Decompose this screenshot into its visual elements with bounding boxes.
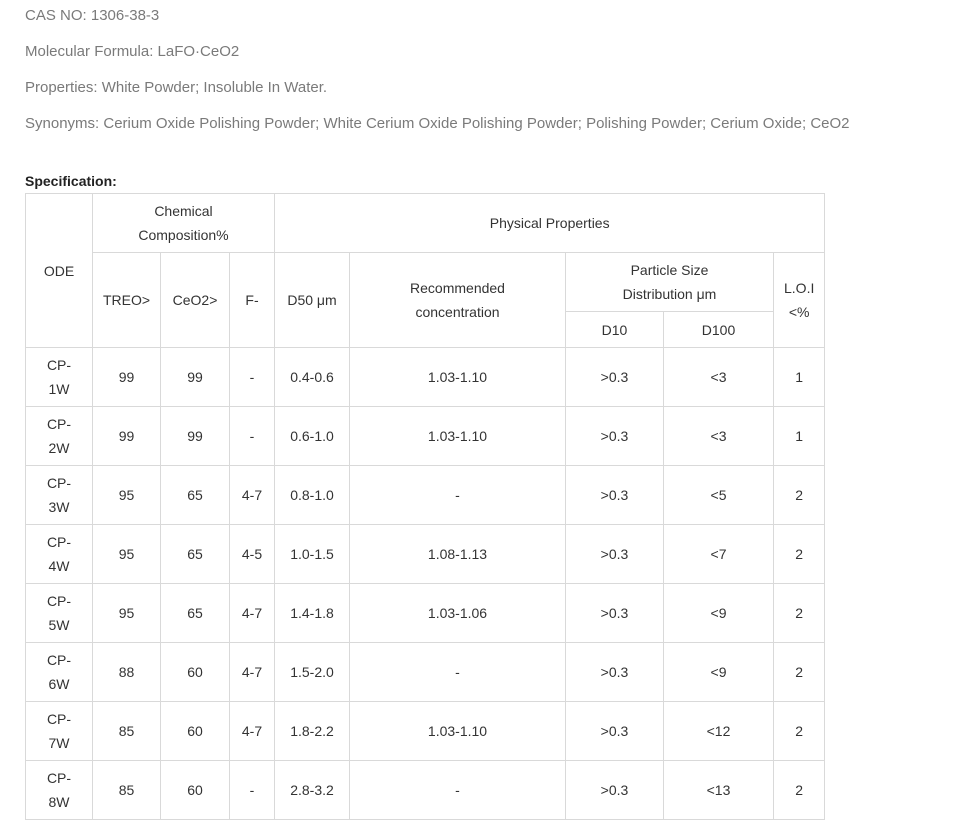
table-row <box>26 348 825 407</box>
cell-d50: 0.6-1.0 <box>275 407 350 466</box>
cell-ceo2: 65 <box>161 466 230 525</box>
cell-ode: CP-7W <box>26 702 93 761</box>
cell-rec: 1.03-1.10 <box>350 348 566 407</box>
header-d100: D100 <box>664 312 774 348</box>
cell-loi: 1 <box>774 407 825 466</box>
cell-d100: <3 <box>664 407 774 466</box>
header-row-2 <box>26 253 825 312</box>
cell-d50: 1.4-1.8 <box>275 584 350 643</box>
cell-f: - <box>230 348 275 407</box>
cell-treo: 88 <box>93 643 161 702</box>
cell-f: - <box>230 407 275 466</box>
cell-d10: >0.3 <box>566 643 664 702</box>
cell-d10: >0.3 <box>566 466 664 525</box>
cell-rec: 1.03-1.10 <box>350 407 566 466</box>
specification-table <box>25 193 825 820</box>
cell-ode: CP-2W <box>26 407 93 466</box>
cell-ode: CP-6W <box>26 643 93 702</box>
cell-d50: 0.4-0.6 <box>275 348 350 407</box>
table-row <box>26 584 825 643</box>
cell-rec: 1.03-1.10 <box>350 702 566 761</box>
cell-loi: 2 <box>774 702 825 761</box>
cell-ceo2: 60 <box>161 643 230 702</box>
synonyms-label: Synonyms: <box>25 115 100 132</box>
cell-d10: >0.3 <box>566 525 664 584</box>
cell-treo: 95 <box>93 584 161 643</box>
cell-d50: 1.8-2.2 <box>275 702 350 761</box>
header-f: F- <box>230 253 275 348</box>
specification-heading: Specification: <box>25 173 117 189</box>
cell-ode: CP-1W <box>26 348 93 407</box>
cell-loi: 2 <box>774 525 825 584</box>
header-physical-properties: Physical Properties <box>275 194 825 253</box>
header-d50: D50 μm <box>275 253 350 348</box>
cell-d100: <9 <box>664 584 774 643</box>
cell-treo: 85 <box>93 761 161 820</box>
cell-rec: - <box>350 761 566 820</box>
cell-d10: >0.3 <box>566 407 664 466</box>
cell-ode: CP-5W <box>26 584 93 643</box>
cell-treo: 95 <box>93 466 161 525</box>
table-row <box>26 466 825 525</box>
header-row-1 <box>26 194 825 253</box>
cell-f: 4-7 <box>230 584 275 643</box>
cell-d100: <5 <box>664 466 774 525</box>
cell-d100: <9 <box>664 643 774 702</box>
properties-label: Properties: <box>25 79 98 96</box>
cell-ceo2: 65 <box>161 525 230 584</box>
cell-d100: <12 <box>664 702 774 761</box>
cell-ode: CP-3W <box>26 466 93 525</box>
cell-d10: >0.3 <box>566 348 664 407</box>
cell-treo: 85 <box>93 702 161 761</box>
cell-ceo2: 99 <box>161 348 230 407</box>
cell-d50: 2.8-3.2 <box>275 761 350 820</box>
header-loi: L.O.I <% <box>774 253 825 348</box>
cell-d10: >0.3 <box>566 761 664 820</box>
cell-treo: 99 <box>93 348 161 407</box>
cell-ceo2: 60 <box>161 702 230 761</box>
cas-number-line <box>25 6 159 26</box>
cell-d100: <13 <box>664 761 774 820</box>
cell-rec: 1.08-1.13 <box>350 525 566 584</box>
formula-value: LaFO·CeO2 <box>157 43 240 60</box>
cell-treo: 99 <box>93 407 161 466</box>
cell-d100: <7 <box>664 525 774 584</box>
cell-ceo2: 60 <box>161 761 230 820</box>
cell-loi: 2 <box>774 466 825 525</box>
formula-label: Molecular Formula: <box>25 43 154 60</box>
cell-d10: >0.3 <box>566 584 664 643</box>
header-chemical-composition: Chemical Composition% <box>93 194 275 253</box>
synonyms-line <box>25 114 850 134</box>
table-row <box>26 525 825 584</box>
cell-treo: 95 <box>93 525 161 584</box>
header-treo: TREO> <box>93 253 161 348</box>
cell-ceo2: 65 <box>161 584 230 643</box>
cell-f: 4-7 <box>230 643 275 702</box>
cell-f: 4-7 <box>230 466 275 525</box>
header-particle-size-distribution: Particle Size Distribution μm <box>566 253 774 312</box>
cell-loi: 2 <box>774 643 825 702</box>
table-row <box>26 702 825 761</box>
properties-line <box>25 78 327 98</box>
header-ode: ODE <box>26 194 93 348</box>
cell-loi: 2 <box>774 761 825 820</box>
properties-value: White Powder; Insoluble In Water. <box>101 79 328 96</box>
cell-d10: >0.3 <box>566 702 664 761</box>
cell-f: 4-5 <box>230 525 275 584</box>
cell-f: 4-7 <box>230 702 275 761</box>
cell-d50: 1.0-1.5 <box>275 525 350 584</box>
cell-d50: 0.8-1.0 <box>275 466 350 525</box>
header-d10: D10 <box>566 312 664 348</box>
cas-label: CAS NO: <box>25 7 87 24</box>
cell-d100: <3 <box>664 348 774 407</box>
cas-value: 1306-38-3 <box>90 7 160 24</box>
table-row <box>26 761 825 820</box>
cell-rec: 1.03-1.06 <box>350 584 566 643</box>
cell-f: - <box>230 761 275 820</box>
molecular-formula-line <box>25 42 239 62</box>
table-row <box>26 643 825 702</box>
cell-loi: 1 <box>774 348 825 407</box>
synonyms-value: Cerium Oxide Polishing Powder; White Cerium Oxide Polishing Powder; Polishing Powder; Cerium Oxide; CeO2 <box>103 115 850 132</box>
cell-ode: CP-8W <box>26 761 93 820</box>
cell-d50: 1.5-2.0 <box>275 643 350 702</box>
cell-ode: CP-4W <box>26 525 93 584</box>
cell-rec: - <box>350 643 566 702</box>
table-row <box>26 407 825 466</box>
header-recommended-concentration: Recommended concentration <box>350 253 566 348</box>
header-ceo2: CeO2> <box>161 253 230 348</box>
cell-ceo2: 99 <box>161 407 230 466</box>
cell-rec: - <box>350 466 566 525</box>
cell-loi: 2 <box>774 584 825 643</box>
